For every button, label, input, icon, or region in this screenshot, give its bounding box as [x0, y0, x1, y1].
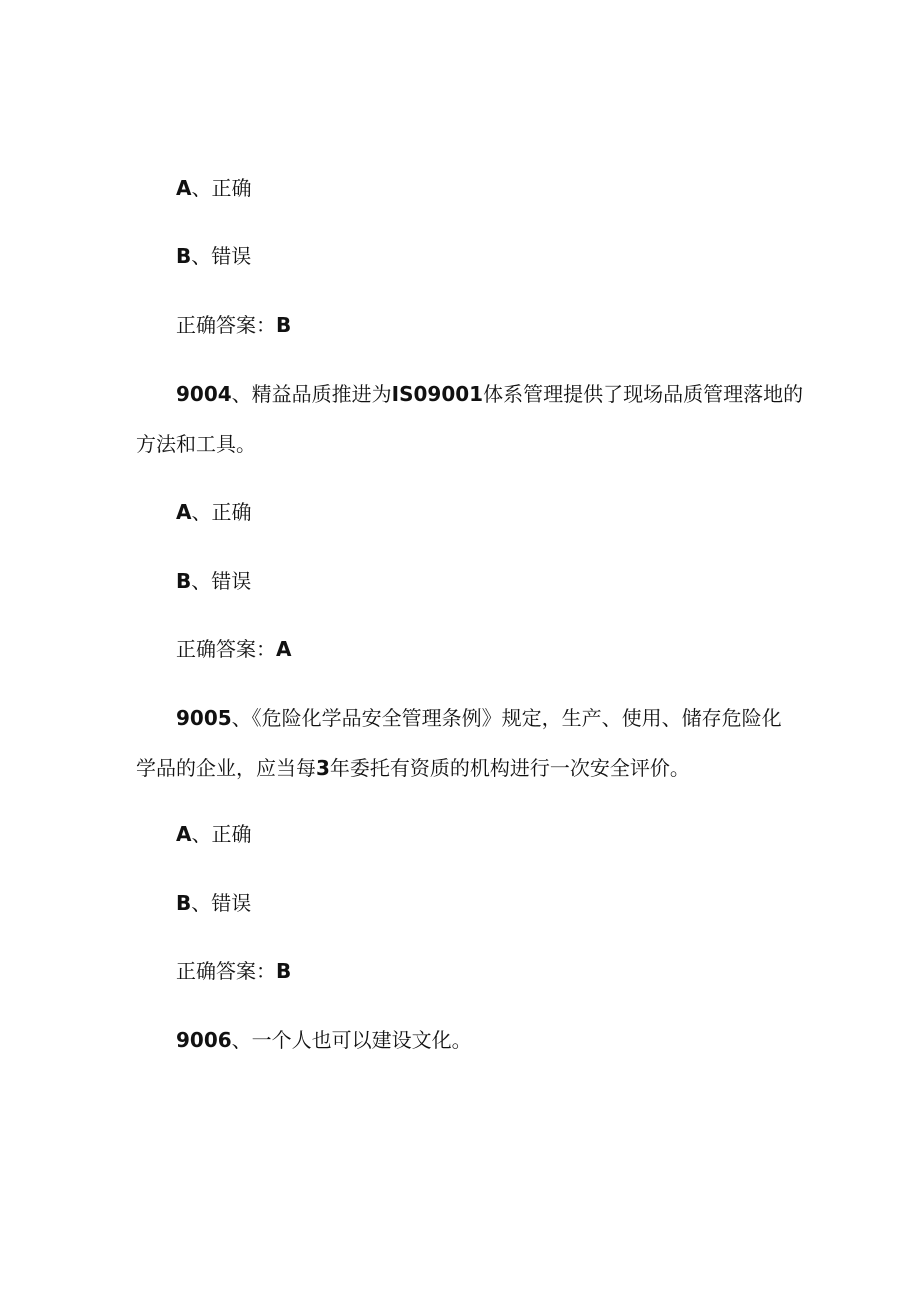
question-text: 方法和工具。	[136, 432, 256, 456]
option-a	[176, 174, 251, 202]
option-a	[176, 498, 251, 526]
question-text: 一个人也可以建设文化。	[251, 1028, 472, 1052]
question-text: 年委托有资质的机构进行一次安全评价。	[329, 756, 690, 780]
answer-label: 正确答案：	[176, 959, 276, 983]
question-9004-line-1	[176, 380, 803, 408]
option-text: 错误	[211, 569, 252, 593]
option-text: 错误	[211, 891, 252, 915]
question-9006-line-1	[176, 1026, 472, 1054]
option-separator: 、	[191, 569, 212, 593]
option-key: B	[176, 244, 192, 268]
option-text: 正确	[211, 500, 252, 524]
question-9005-line-1	[176, 704, 782, 732]
option-separator: 、	[191, 244, 212, 268]
option-key: A	[176, 500, 192, 524]
question-separator: 、	[231, 706, 252, 730]
question-9004-line-2	[136, 430, 256, 458]
option-key: B	[176, 891, 192, 915]
option-separator: 、	[191, 891, 212, 915]
question-number: 9006	[176, 1028, 232, 1052]
option-key: A	[176, 176, 192, 200]
option-separator: 、	[191, 822, 212, 846]
answer-label: 正确答案：	[176, 637, 276, 661]
option-b	[176, 567, 251, 595]
question-separator: 、	[231, 382, 252, 406]
correct-answer	[176, 957, 291, 985]
question-number: 9005	[176, 706, 232, 730]
answer-value: B	[276, 313, 292, 337]
question-text-bold: IS09001	[391, 382, 484, 406]
option-text: 错误	[211, 244, 252, 268]
answer-value: B	[276, 959, 292, 983]
option-b	[176, 242, 251, 270]
answer-label: 正确答案：	[176, 313, 276, 337]
option-a	[176, 820, 251, 848]
question-text: 《危险化学品安全管理条例》规定，生产、使用、储存危险化	[251, 706, 782, 730]
option-text: 正确	[211, 822, 252, 846]
question-text-bold: 3	[316, 756, 330, 780]
question-9005-line-2	[136, 754, 690, 782]
answer-value: A	[276, 637, 292, 661]
question-text: 精益品质推进为	[251, 382, 392, 406]
correct-answer	[176, 311, 291, 339]
question-number: 9004	[176, 382, 232, 406]
option-separator: 、	[191, 500, 212, 524]
option-key: B	[176, 569, 192, 593]
question-text: 体系管理提供了现场品质管理落地的	[483, 382, 804, 406]
correct-answer	[176, 635, 291, 663]
option-key: A	[176, 822, 192, 846]
option-text: 正确	[211, 176, 252, 200]
option-b	[176, 889, 251, 917]
question-text: 学品的企业，应当每	[136, 756, 316, 780]
option-separator: 、	[191, 176, 212, 200]
question-separator: 、	[231, 1028, 252, 1052]
